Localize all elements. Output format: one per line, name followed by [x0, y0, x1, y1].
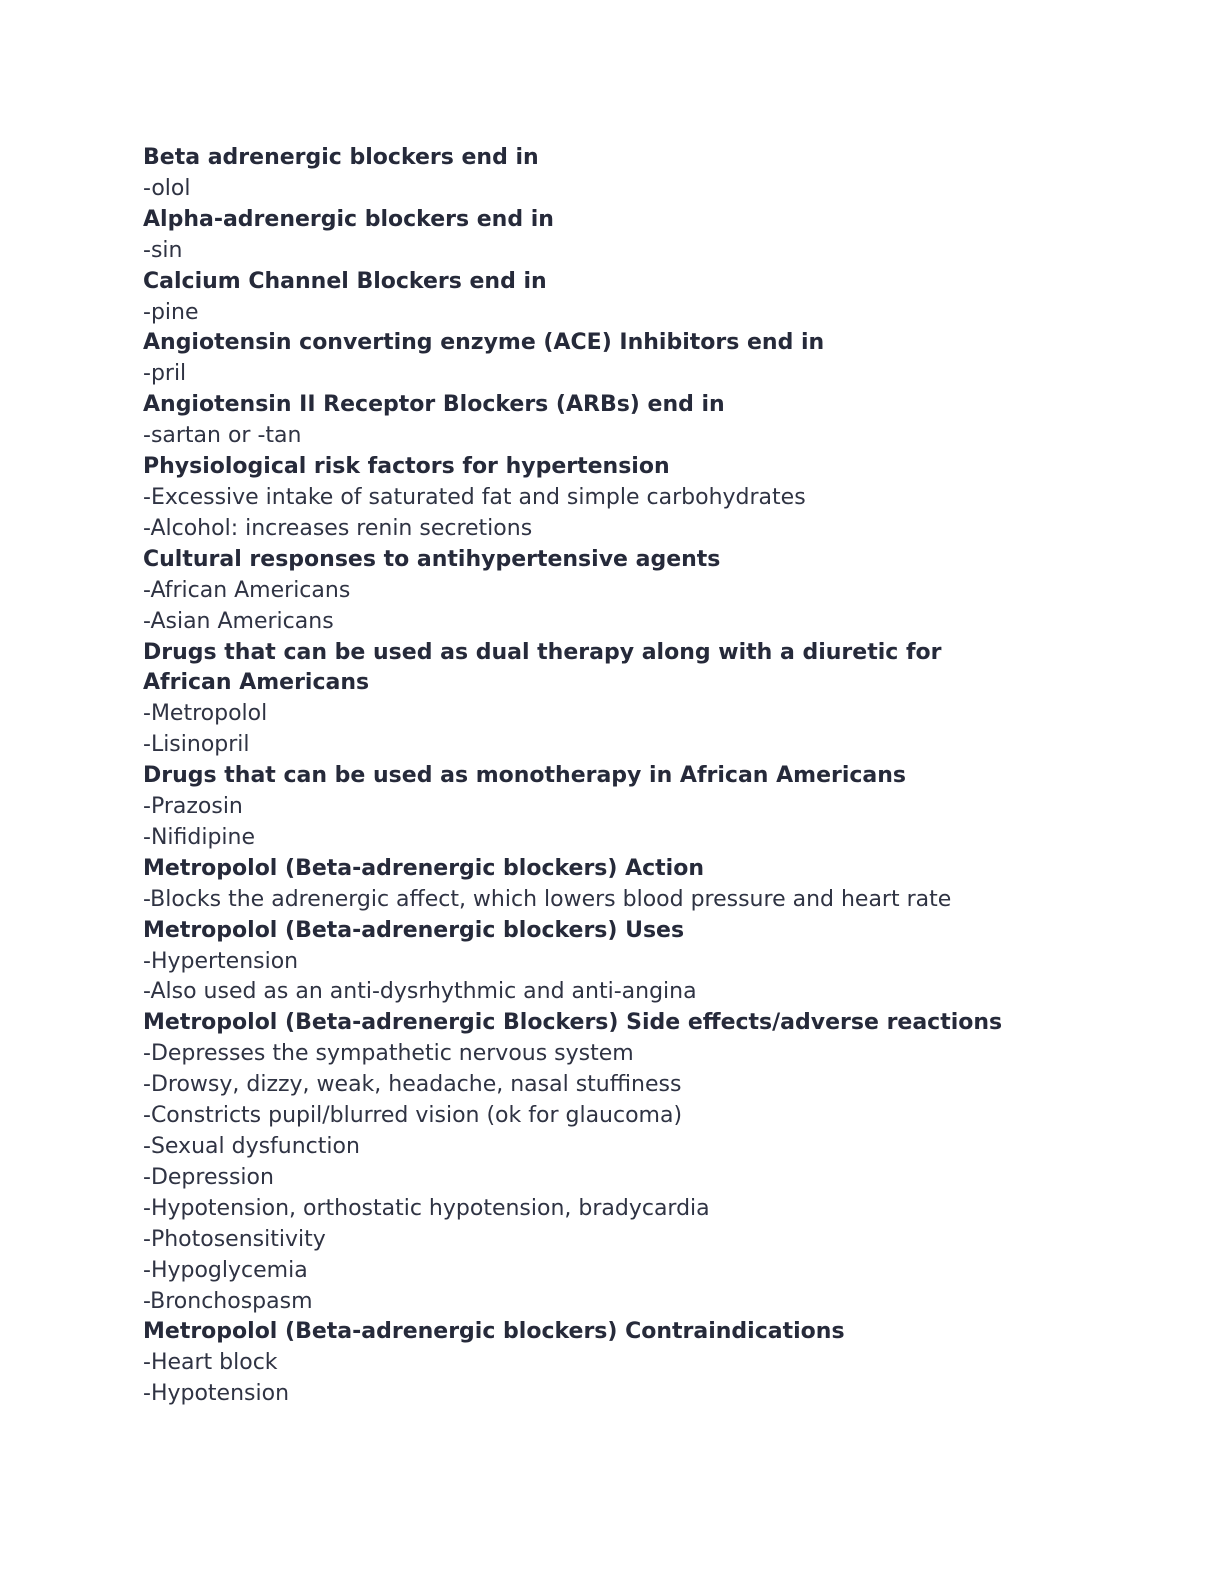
card-definition-line: -Alcohol: increases renin secretions: [143, 515, 533, 541]
card-term: Angiotensin II Receptor Blockers (ARBs) end in: [143, 392, 725, 418]
card-term: Beta adrenergic blockers end in: [143, 145, 539, 170]
card-definition-line: -sin: [143, 237, 183, 263]
card-term: Metropolol (Beta-adrenergic blockers) Contraindications: [143, 1319, 845, 1345]
card-term: Metropolol (Beta-adrenergic blockers) Action: [143, 855, 704, 881]
card-definition-line: -Drowsy, dizzy, weak, headache, nasal stuffiness: [143, 1072, 682, 1098]
card-definition-line: -Also used as an anti-dysrhythmic and anti-angina: [143, 979, 697, 1005]
card-definition-line: -Nifidipine: [143, 824, 255, 850]
card-definition-line: -Sexual dysfunction: [143, 1134, 360, 1159]
card-definition-line: -Hypotension, orthostatic hypotension, bradycardia: [143, 1195, 710, 1221]
card-term: Angiotensin converting enzyme (ACE) Inhibitors end in: [143, 330, 825, 356]
card-term: Metropolol (Beta-adrenergic blockers) Uses: [143, 917, 685, 943]
card-definition-line: -Bronchospasm: [143, 1288, 313, 1314]
card-definition-line: -Metropolol: [143, 701, 268, 727]
card-term: Cultural responses to antihypertensive agents: [143, 546, 721, 572]
card-definition-line: -Hypoglycemia: [143, 1257, 308, 1283]
card-definition-line: -Heart block: [143, 1350, 278, 1376]
card-definition-line: -Depresses the sympathetic nervous system: [143, 1041, 634, 1067]
card-definition-line: -Hypertension: [143, 948, 299, 974]
card-definition-line: -pril: [143, 361, 187, 387]
card-definition-line: -African Americans: [143, 577, 351, 603]
card-definition-line: -olol: [143, 175, 191, 201]
card-definition-line: -Blocks the adrenergic affect, which lowers blood pressure and heart rate: [143, 886, 952, 912]
card-definition-line: -Depression: [143, 1164, 274, 1190]
card-definition-line: -pine: [143, 299, 199, 325]
card-term: Calcium Channel Blockers end in: [143, 268, 547, 294]
card-term: Alpha-adrenergic blockers end in: [143, 206, 554, 232]
card-definition-line: -Asian Americans: [143, 608, 334, 634]
card-definition-line: -Prazosin: [143, 794, 243, 820]
card-definition-line: -sartan or -tan: [143, 423, 302, 449]
card-definition-line: -Photosensitivity: [143, 1226, 326, 1252]
card-definition-line: -Excessive intake of saturated fat and simple carbohydrates: [143, 484, 806, 510]
study-notes-page: [143, 143, 1143, 1410]
card-term: Drugs that can be used as monotherapy in African Americans: [143, 763, 907, 789]
card-definition-line: -Constricts pupil/blurred vision (ok for glaucoma): [143, 1103, 683, 1129]
card-term: Physiological risk factors for hypertension: [143, 454, 670, 480]
card-term: Metropolol (Beta-adrenergic Blockers) Side effects/adverse reactions: [143, 1010, 1003, 1036]
card-term: Drugs that can be used as dual therapy along with a diuretic for African Americans: [143, 639, 942, 696]
card-definition-line: -Hypotension: [143, 1381, 290, 1407]
card-definition-line: -Lisinopril: [143, 732, 250, 758]
